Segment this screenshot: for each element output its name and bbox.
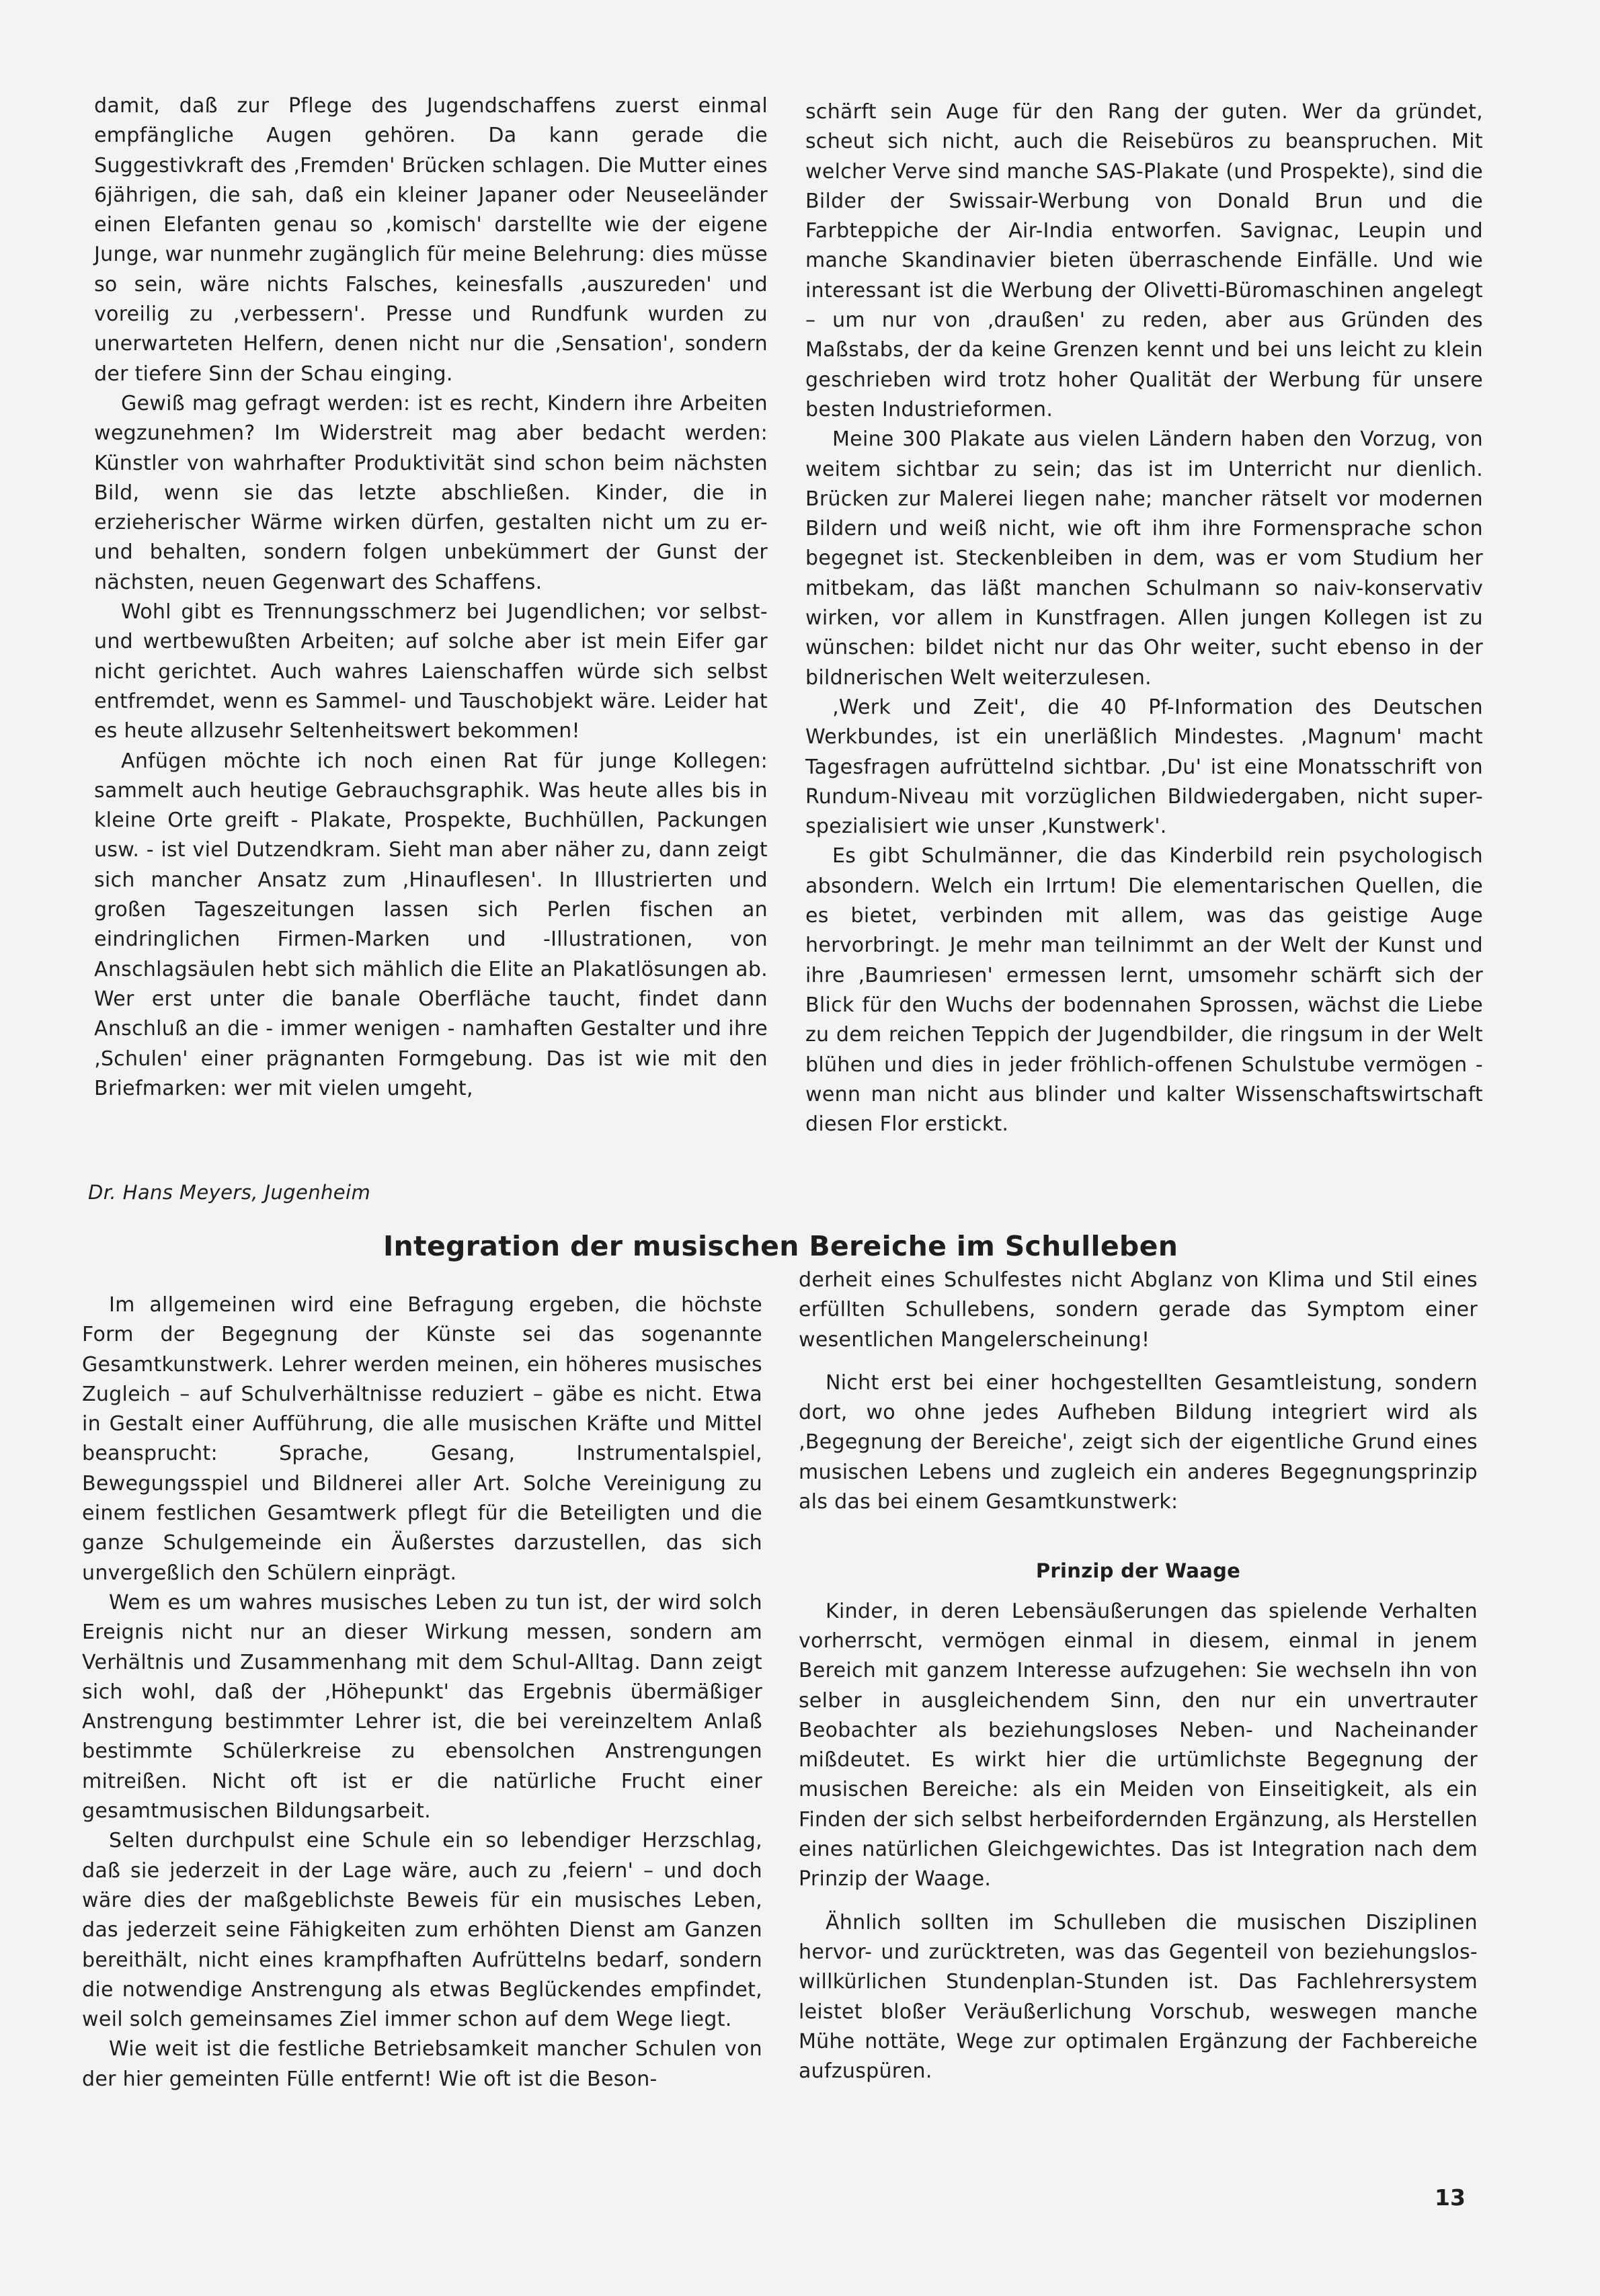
paragraph: Kinder, in deren Lebensäußerungen das spielende Verhalten vorherrscht, vermögen einmal in diesem, einmal in jenem Bereich mit ganzem Interesse aufzugehen: Sie wechseln ihn von selber in ausgleichendem Sinn, den nur ein unvertrauter Beobachter als beziehungsloses Neben- und Nacheinander mißdeutet. Es wirkt hier die urtümlichste Begegnung der musischen Bereiche: als ein Meiden von Einseitigkeit, als ein Finden der sich selbst herbeifordernden Ergänzung, als Herstellen eines natürlichen Gleichgewichtes. Das ist Integration nach dem Prinzip der Waage. <box>799 1599 1478 1891</box>
paragraph: Nicht erst bei einer hochgestellten Gesamtleistung, sondern dort, wo ohne jedes Aufheben Bildung integriert wird als ‚Begegnung der Bereiche', zeigt sich der eigentliche Grund eines musischen Lebens und zugleich ein anderes Begegnungsprinzip als das bei einem Gesamtkunstwerk: <box>799 1370 1478 1514</box>
article-title: Integration der musischen Bereiche im Schulleben <box>383 1230 1178 1262</box>
page-number: 13 <box>1435 2184 1466 2211</box>
paragraph: Wem es um wahres musisches Leben zu tun ist, der wird solch Ereignis nicht nur an dieser Wirkung messen, sondern am Verhältnis und Zusammenhang mit dem Schul-Alltag. Dann zeigt sich wohl, daß der ‚Höhepunkt' das Ergebnis übermäßiger Anstrengung bestimmter Lehrer ist, die bei vereinzeltem Anlaß bestimmte Schülerkreise zu ebensolchen Anstrengungen mitreißen. Nicht oft ist er die natürliche Frucht einer gesamtmusischen Bildungsarbeit. <box>82 1590 762 1823</box>
paragraph: ‚Werk und Zeit', die 40 Pf-Information des Deutschen Werkbundes, ist ein unerläßlich Mindestes. ‚Magnum' macht Tagesfragen aufrüttelnd sichtbar. ‚Du' ist eine Monatsschrift von Rundum-Niveau mit vorzüglichen Bildwiedergaben, nicht super-spezialisiert wie unser ‚Kunstwerk'. <box>805 695 1483 839</box>
subheading: Prinzip der Waage <box>1035 1559 1241 1583</box>
paragraph: Meine 300 Plakate aus vielen Ländern haben den Vorzug, von weitem sichtbar zu sein; das ist im Unterricht nur dienlich. Brücken zur Malerei liegen nahe; mancher rätselt vor modernen Bildern und weiß nicht, wie oft ihm ihre Formensprache schon begegnet ist. Steckenbleiben in dem, was er vom Studium her mitbekam, das läßt manchen Schulmann so naiv-konservativ wirken, vor allem in Kunstfragen. Allen jungen Kollegen ist zu wünschen: bildet nicht nur das Ohr weiter, sucht ebenso in der bildnerischen Welt weiterzulesen. <box>805 427 1483 690</box>
paragraph: Im allgemeinen wird eine Befragung ergeben, die höchste Form der Begegnung der Künste sei das sogenannte Gesamtkunstwerk. Lehrer werden meinen, ein höheres musisches Zugleich – auf Schulverhältnisse reduziert – gäbe es nicht. Etwa in Gestalt einer Aufführung, die alle musischen Kräfte und Mittel beansprucht: Sprache, Gesang, Instrumentalspiel, Bewegungsspiel und Bildnerei aller Art. Solche Vereinigung zu einem festlichen Gesamtwerk pflegt für die Beteiligten und die ganze Schulgemeinde ein Äußerstes darzustellen, das sich unvergeßlich den Schülern einprägt. <box>82 1293 762 1585</box>
top-right-column <box>805 97 1483 1139</box>
paragraph: Ähnlich sollten im Schulleben die musischen Disziplinen hervor- und zurücktreten, was das Gegenteil von beziehungslos-willkürlichen Stundenplan-Stunden ist. Das Fachlehrersystem leistet bloßer Veräußerlichung Vorschub, weswegen manche Mühe nottäte, Wege zur optimalen Ergänzung der Fachbereiche aufzuspüren. <box>799 1910 1478 2084</box>
paragraph: Wohl gibt es Trennungsschmerz bei Jugendlichen; vor selbst- und wertbewußten Arbeiten; auf solche aber ist mein Eifer gar nicht gerichtet. Auch wahres Laienschaffen würde sich selbst entfremdet, wenn es Sammel- und Tauschobjekt wäre. Leider hat es heute allzusehr Seltenheitswert bekommen! <box>94 600 768 743</box>
top-left-column <box>94 91 768 1104</box>
paragraph: Anfügen möchte ich noch einen Rat für junge Kollegen: sammelt auch heutige Gebrauchsgraphik. Was heute alles bis in kleine Orte greift - Plakate, Prospekte, Buchhüllen, Packungen usw. - ist viel Dutzendkram. Sieht man aber näher zu, dann zeigt sich mancher Ansatz zum ‚Hinauflesen'. In Illustrierten und großen Tageszeitungen lassen sich Perlen fischen an eindringlichen Firmen-Marken und -Illustrationen, von Anschlagsäulen hebt sich mählich die Elite an Plakatlösungen ab. Wer erst unter die banale Oberfläche taucht, findet dann Anschluß an die - immer wenigen - namhaften Gestalter und ihre ‚Schulen' einer prägnanten Formgebung. Das ist wie mit den Briefmarken: wer mit vielen umgeht, <box>94 749 768 1100</box>
bottom-right-column <box>799 1266 1478 2086</box>
paragraph: Es gibt Schulmänner, die das Kinderbild rein psychologisch absondern. Welch ein Irrtum! Die elementarischen Quellen, die es bietet, verbinden mit allem, was das geistige Auge hervorbringt. Je mehr man teilnimmt an der Welt der Kunst und ihre ‚Baumriesen' ermessen lernt, umsomehr schärft sich der Blick für den Wuchs der bodennahen Sprossen, wächst die Liebe zu dem reichen Teppich der Jugendbilder, die ringsum in der Welt blühen und dies in jeder fröhlich-offenen Schulstube vermögen - wenn man nicht aus blinder und kalter Wissenschaftswirtschaft diesen Flor erstickt. <box>805 844 1483 1137</box>
paragraph: damit, daß zur Pflege des Jugendschaffens zuerst einmal empfängliche Augen gehören. Da kann gerade die Suggestivkraft des ‚Fremden' Brücken schlagen. Die Mutter eines 6jährigen, die sah, daß ein kleiner Japaner oder Neuseeländer einen Elefanten genau so ‚komisch' darstellte wie der eigene Junge, war nunmehr zugänglich für meine Belehrung: dies müsse so sein, wäre nichts Falsches, keinesfalls ‚auszureden' und voreilig zu ‚verbessern'. Presse und Rundfunk wurden zu unerwarteten Helfern, denen nicht nur die ‚Sensation', sondern der tiefere Sinn der Schau einging. <box>94 94 768 386</box>
paragraph: Selten durchpulst eine Schule ein so lebendiger Herzschlag, daß sie jederzeit in der Lage wäre, auch zu ‚feiern' – und doch wäre dies der maßgeblichste Beweis für ein musisches Leben, das jederzeit seine Fähigkeiten zum erhöhten Dienst am Ganzen bereithält, nicht eines krampfhaften Aufrüttelns bedarf, sondern die notwendige Anstrengung als etwas Beglückendes empfindet, weil solch gemeinsames Ziel immer schon auf dem Wege liegt. <box>82 1829 762 2032</box>
paragraph: schärft sein Auge für den Rang der guten. Wer da gründet, scheut sich nicht, auch die Reisebüros zu beanspruchen. Mit welcher Verve sind manche SAS-Plakate (und Prospekte), sind die Bilder der Swissair-Werbung von Donald Brun und die Farbteppiche der Air-India entworfen. Savignac, Leupin und manche Skandinavier bieten überraschende Einfälle. Und wie interessant ist die Werbung der Olivetti-Büromaschinen angelegt – um nur von ‚draußen' zu reden, aber aus Gründen des Maßstabs, der da keine Grenzen kennt und bei uns leicht zu klein geschrieben wird trotz hoher Qualität der Werbung für unsere besten Industrieformen. <box>805 100 1483 421</box>
bottom-left-column <box>82 1290 762 2094</box>
paragraph: Wie weit ist die festliche Betriebsamkeit mancher Schulen von der hier gemeinten Fülle entfernt! Wie oft ist die Beson- <box>82 2037 762 2091</box>
paragraph: Gewiß mag gefragt werden: ist es recht, Kindern ihre Arbeiten wegzunehmen? Im Widerstreit mag aber bedacht werden: Künstler von wahrhafter Produktivität sind schon beim nächsten Bild, wenn sie das letzte abschließen. Kinder, die in erzieherischer Wärme wirken dürfen, gestalten nicht um zu er- und behalten, sondern folgen unbekümmert der Gunst der nächsten, neuen Gegenwart des Schaffens. <box>94 391 768 594</box>
author-line: Dr. Hans Meyers, Jugenheim <box>88 1181 371 1204</box>
paragraph: derheit eines Schulfestes nicht Abglanz von Klima und Stil eines erfüllten Schullebens, sondern gerade das Symptom einer wesentlichen Mangelerscheinung! <box>799 1268 1478 1352</box>
